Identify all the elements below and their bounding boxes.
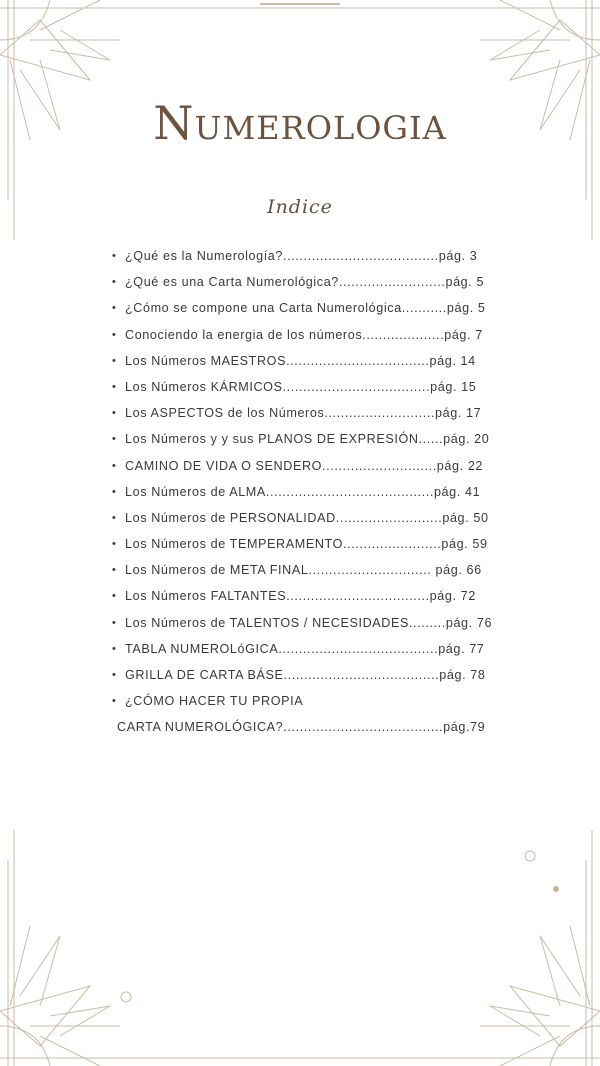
toc-item: • ¿Qué es una Carta Numerológica?..........................pág. 5 <box>112 272 532 298</box>
toc-item: • Los Números de META FINAL.............................. pág. 66 <box>112 560 532 586</box>
toc-item: • ¿Qué es la Numerología?......................................pág. 3 <box>112 246 532 272</box>
toc-item: • Los Números KÁRMICOS....................................pág. 15 <box>112 377 532 403</box>
toc-item: CARTA NUMEROLÓGICA?.......................................pág.79 <box>117 720 486 735</box>
toc-item: • TABLA NUMEROLóGICA.......................................pág. 77 <box>112 639 532 665</box>
toc-item: • ¿Cómo se compone una Carta Numerológica...........pág. 5 <box>112 298 532 324</box>
index-subtitle: Indice <box>267 196 333 218</box>
toc-item: • Los Números de ALMA.........................................pág. 41 <box>112 482 532 508</box>
toc-item: • Los ASPECTOS de los Números...........................pág. 17 <box>112 403 532 429</box>
toc-item: • GRILLA DE CARTA BÁSE......................................pág. 78 <box>112 665 532 691</box>
toc-item: • Los Números MAESTROS...................................pág. 14 <box>112 351 532 377</box>
toc-item: • CAMINO DE VIDA O SENDERO............................pág. 22 <box>112 456 532 482</box>
toc-item: • Los Números de TALENTOS / NECESIDADES.........pág. 76 <box>112 613 532 639</box>
toc-item: • Los Números FALTANTES...................................pág. 72 <box>112 586 532 612</box>
table-of-contents <box>112 246 532 744</box>
toc-item: • Los Números y y sus PLANOS DE EXPRESIÓN......pág. 20 <box>112 429 532 455</box>
toc-item: • Los Números de PERSONALIDAD..........................pág. 50 <box>112 508 532 534</box>
toc-item: • Los Números de TEMPERAMENTO........................pág. 59 <box>112 534 532 560</box>
page-title: Numerologia <box>153 96 447 150</box>
toc-item: • ¿CÓMO HACER TU PROPIA <box>112 691 532 717</box>
toc-item: • Conociendo la energia de los números....................pág. 7 <box>112 325 532 351</box>
